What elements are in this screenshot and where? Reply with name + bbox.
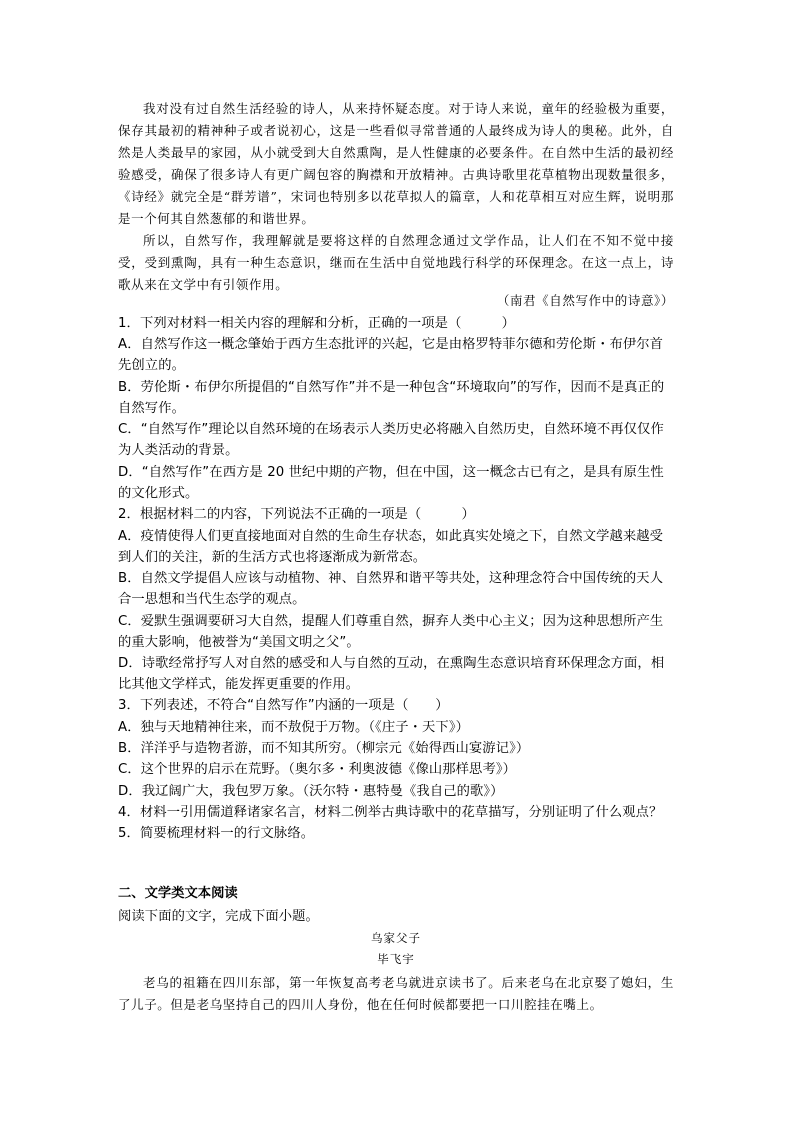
question-4: 4．材料一引用儒道释诸家名言，材料二例举古典诗歌中的花草描写，分别证明了什么观点？: [118, 805, 663, 820]
question-2-option-c: C．爱默生强调要研习大自然，提醒人们尊重自然，摒弃人类中心主义；因为这种思想所产生的重大影响，他被誉为“美国文明之父”。: [118, 614, 664, 651]
question-3-stem: 3．下列表述，不符合“自然写作”内涵的一项是（ ）: [118, 698, 449, 713]
question-1-stem: 1．下列对材料一相关内容的理解和分析，正确的一项是（ ）: [118, 316, 516, 331]
passage1-source: （南君《自然写作中的诗意》）: [496, 293, 674, 308]
story-paragraph-1: 老乌的祖籍在四川东部，第一年恢复高考老乌就进京读书了。后来老乌在北京娶了媳妇，生了儿子。但是老乌坚持自己的四川人身份，他在任何时候都要把一口川腔挂在嘴上。: [118, 975, 674, 1012]
question-3-option-d: D．我辽阔广大，我包罗万象。（沃尔特・惠特曼《我自己的歌》）: [118, 784, 504, 799]
passage1-paragraph-1: 我对没有过自然生活经验的诗人，从来持怀疑态度。对于诗人来说，童年的经验极为重要，保存其最初的精神种子或者说初心，这是一些看似寻常普通的人最终成为诗人的奥秘。此外，自然是人类最早的家园，从小就受到大自然熏陶，是人性健康的必要条件。在自然中生活的最初经验感受，确保了很多诗人有更广阔包容的胸襟和开放精神。古典诗歌里花草植物出现数量很多，《诗经》就完全是“群芳谱”，宋词也特别多以花草拟人的篇章，人和花草相互对应生辉，说明那是一个何其自然葱郁的和谐世界。: [118, 101, 674, 226]
question-2-option-d: D．诗歌经常抒写人对自然的感受和人与自然的互动，在熏陶生态意识培育环保理念方面，相比其他文学样式，能发挥更重要的作用。: [118, 656, 665, 693]
story-author: 毕飞宇: [377, 952, 415, 966]
story-title: 乌家父子: [371, 931, 421, 945]
question-1-option-a: A．自然写作这一概念肇始于西方生态批评的兴起，它是由格罗特菲尔德和劳伦斯・布伊尔首先创立的。: [118, 337, 664, 374]
question-3-option-a: A．独与天地精神往来，而不敖倪于万物。（《庄子・天下》）: [118, 720, 469, 735]
question-3-option-c: C．这个世界的启示在荒野。（奥尔多・利奥波德《像山那样思考》）: [118, 762, 516, 777]
question-1-option-c: C．“自然写作”理论以自然环境的在场表示人类历史必将融入自然历史，自然环境不再仅仅作为人类活动的背景。: [118, 422, 664, 459]
section-2-instruction: 阅读下面的文字，完成下面小题。: [118, 909, 319, 924]
question-1-option-d: D．“自然写作”在西方是 20 世纪中期的产物，但在中国，这一概念古已有之，是具有原生性的文化形式。: [118, 465, 664, 502]
question-5: 5．简要梳理材料一的行文脉络。: [118, 826, 315, 841]
question-2-stem: 2．根据材料二的内容，下列说法不正确的一项是（ ）: [118, 507, 475, 522]
question-2-option-b: B．自然文学提倡人应该与动植物、神、自然界和谐平等共处，这种理念符合中国传统的天人合一思想和当代生态学的观点。: [118, 571, 664, 608]
question-2-option-a: A．疫情使得人们更直接地面对自然的生命生存状态，如此真实处境之下，自然文学越来越受到人们的关注，新的生活方式也将逐渐成为新常态。: [118, 529, 664, 566]
passage1-paragraph-2: 所以，自然写作，我理解就是要将这样的自然理念通过文学作品，让人们在不知不觉中接受，受到熏陶，具有一种生态意识，继而在生活中自觉地践行科学的环保理念。在这一点上，诗歌从来在文学中有引领作用。: [118, 233, 674, 292]
section-2-heading: 二、文学类文本阅读: [118, 886, 238, 901]
question-3-option-b: B．洋洋乎与造物者游，而不知其所穷。（柳宗元《始得西山宴游记》）: [118, 741, 530, 756]
question-1-option-b: B．劳伦斯・布伊尔所提倡的“自然写作”并不是一种包含“环境取向”的写作，因而不是真正的自然写作。: [118, 380, 665, 417]
